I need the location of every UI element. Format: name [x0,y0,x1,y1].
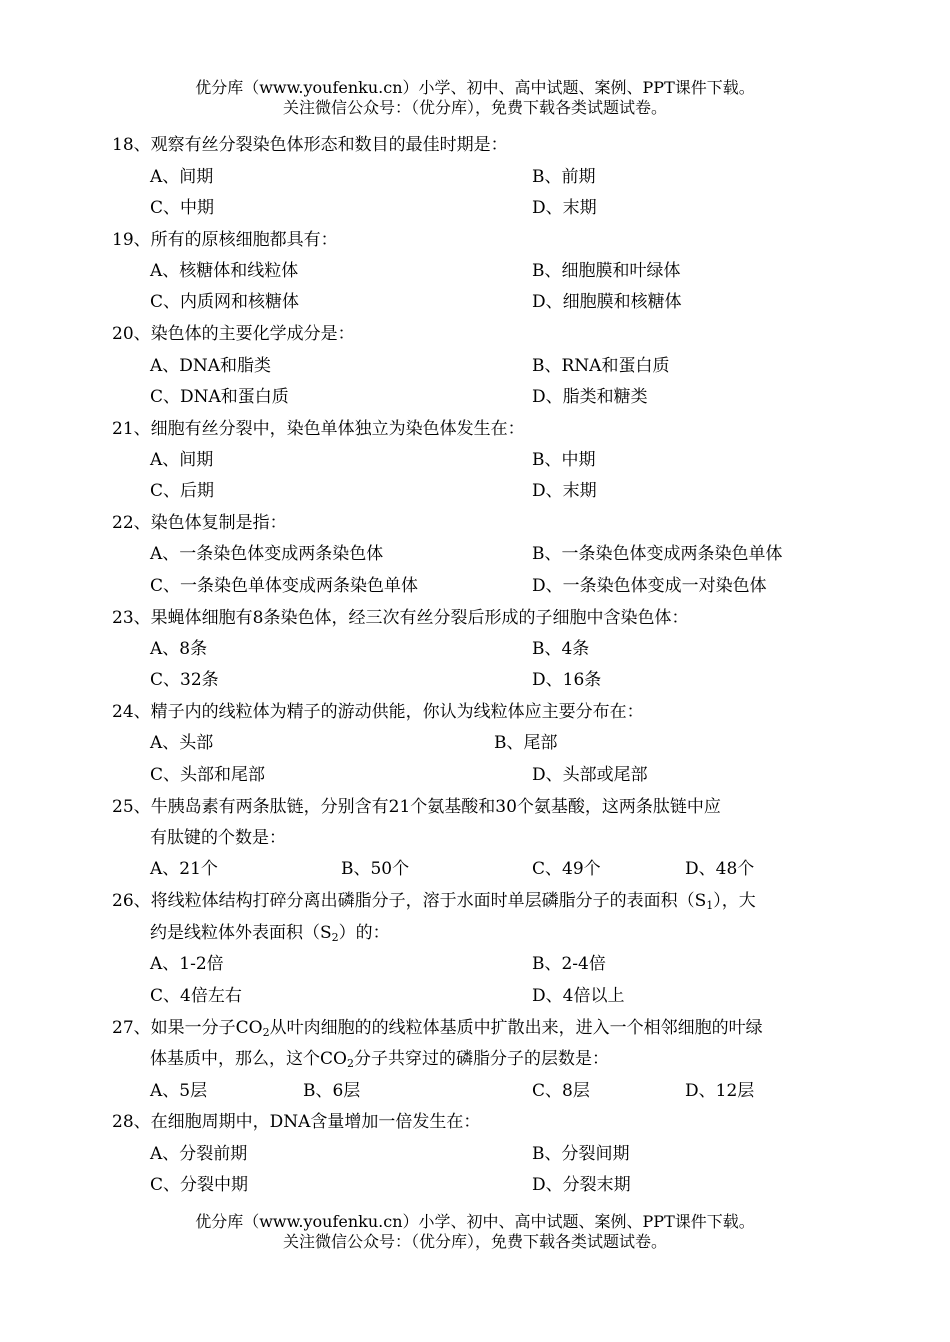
question-19-stem: 19、所有的原核细胞都具有： [112,230,338,250]
question-23-option-d: D、16条 [532,670,602,690]
question-22-option-c: C、一条染色单体变成两条染色单体 [150,576,419,596]
question-22-option-b: B、一条染色体变成两条染色单体 [532,544,783,564]
question-19-option-a: A、核糖体和线粒体 [150,261,299,281]
question-25-option-a: A、21个 [150,859,218,879]
question-21-option-c: C、后期 [150,481,215,501]
question-21-option-b: B、中期 [532,450,596,470]
question-28-option-c: C、分裂中期 [150,1175,249,1195]
question-26-stem [112,890,756,912]
question-20-option-c: C、DNA和蛋白质 [150,387,289,407]
question-23-option-b: B、4条 [532,639,590,659]
question-27-cont-text-end: 分子共穿过的磷脂分子的层数是： [353,1049,609,1069]
question-23-option-a: A、8条 [150,639,208,659]
header-line-2: 关注微信公众号：（优分库），免费下载各类试题试卷。 [282,98,667,117]
page-footer [0,1212,950,1252]
question-27-stem-continued [150,1048,609,1070]
question-20-option-a: A、DNA和脂类 [150,356,272,376]
question-26-stem-text: 26、将线粒体结构打碎分离出磷脂分子，溶于水面时单层磷脂分子的表面积（S [112,891,707,911]
question-20-option-d: D、脂类和糖类 [532,387,648,407]
question-24-option-c: C、头部和尾部 [150,765,266,785]
question-26-stem-text-end: ），大 [713,891,756,911]
question-27-option-c: C、8层 [532,1081,590,1101]
question-27-stem-subscript: 2 [262,1026,270,1039]
question-26-option-a: A、1-2倍 [150,954,224,974]
question-25-option-c: C、49个 [532,859,601,879]
question-27-cont-subscript: 2 [346,1057,354,1070]
question-27-stem-text: 27、如果一分子CO [112,1018,263,1038]
question-27-option-d: D、12层 [685,1081,755,1101]
question-22-option-a: A、一条染色体变成两条染色体 [150,544,384,564]
question-25-option-b: B、50个 [341,859,410,879]
question-21-option-d: D、末期 [532,481,597,501]
question-18-option-a: A、间期 [150,167,214,187]
question-25-stem-continued: 有肽键的个数是： [150,828,286,848]
question-26-option-b: B、2-4倍 [532,954,606,974]
question-26-cont-text: 约是线粒体外表面积（S [150,923,332,943]
question-27-cont-text: 体基质中，那么，这个CO [150,1049,347,1069]
question-20-option-b: B、RNA和蛋白质 [532,356,670,376]
question-23-stem: 23、果蝇体细胞有8条染色体，经三次有丝分裂后形成的子细胞中含染色体： [112,608,689,628]
question-27-option-a: A、5层 [150,1081,208,1101]
question-25-stem: 25、牛胰岛素有两条肽链，分别含有21个氨基酸和30个氨基酸，这两条肽链中应 [112,797,721,817]
question-21-option-a: A、间期 [150,450,214,470]
question-21-stem: 21、细胞有丝分裂中，染色单体独立为染色体发生在： [112,419,525,439]
question-26-cont-subscript: 2 [331,931,339,944]
question-27-stem [112,1017,763,1039]
question-24-option-a: A、头部 [150,733,214,753]
question-22-stem: 22、染色体复制是指： [112,513,287,533]
question-28-stem: 28、在细胞周期中，DNA含量增加一倍发生在： [112,1112,481,1132]
question-18-option-c: C、中期 [150,198,215,218]
question-22-option-d: D、一条染色体变成一对染色体 [532,576,767,596]
question-19-option-d: D、细胞膜和核糖体 [532,292,682,312]
question-26-option-d: D、4倍以上 [532,986,625,1006]
question-19-option-c: C、内质网和核糖体 [150,292,300,312]
question-24-option-b: B、尾部 [494,733,558,753]
question-28-option-a: A、分裂前期 [150,1144,248,1164]
footer-line-2: 关注微信公众号：（优分库），免费下载各类试题试卷。 [282,1232,667,1251]
question-26-option-c: C、4倍左右 [150,986,242,1006]
question-20-stem: 20、染色体的主要化学成分是： [112,324,355,344]
question-18-option-d: D、末期 [532,198,597,218]
question-28-option-d: D、分裂末期 [532,1175,631,1195]
question-25-option-d: D、48个 [685,859,755,879]
question-18-option-b: B、前期 [532,167,596,187]
question-27-option-b: B、6层 [303,1081,361,1101]
question-26-cont-text-end: ）的： [338,923,390,943]
question-19-option-b: B、细胞膜和叶绿体 [532,261,681,281]
question-26-stem-subscript: 1 [706,899,714,912]
question-24-stem: 24、精子内的线粒体为精子的游动供能，你认为线粒体应主要分布在： [112,702,644,722]
question-18-stem: 18、观察有丝分裂染色体形态和数目的最佳时期是： [112,135,508,155]
question-26-stem-continued [150,922,390,944]
question-24-option-d: D、头部或尾部 [532,765,648,785]
question-28-option-b: B、分裂间期 [532,1144,630,1164]
footer-line-1: 优分库（www.youfenku.cn）小学、初中、高中试题、案例、PPT课件下载。 [195,1212,755,1231]
question-23-option-c: C、32条 [150,670,219,690]
page-header [0,78,950,118]
header-line-1: 优分库（www.youfenku.cn）小学、初中、高中试题、案例、PPT课件下载。 [195,78,755,97]
question-27-stem-text-end: 从叶肉细胞的的线粒体基质中扩散出来，进入一个相邻细胞的叶绿 [269,1018,763,1038]
